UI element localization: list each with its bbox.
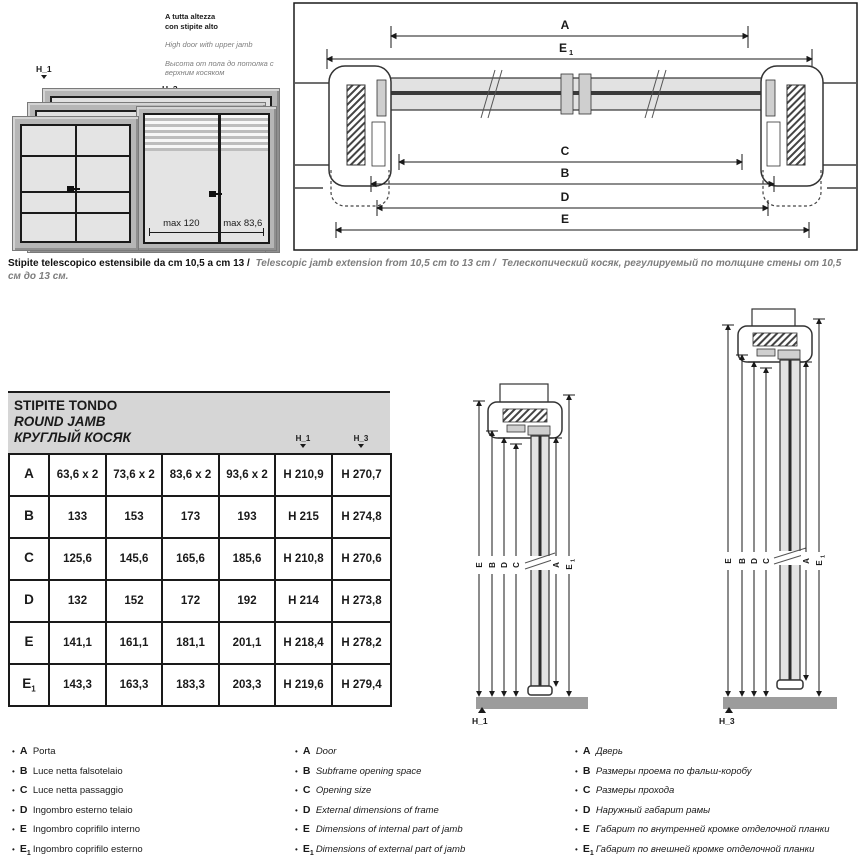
table-cell: 173 <box>162 496 219 538</box>
dim-line-D <box>377 190 768 216</box>
svg-text:B: B <box>738 558 747 564</box>
legend-item: • $E_1$ Dimensions of external part of jamb <box>295 842 466 858</box>
svg-text:E: E <box>565 564 574 570</box>
svg-text:E: E <box>815 560 824 566</box>
row-label: $E_1$ <box>9 664 49 706</box>
door-h3-illustration <box>136 106 277 251</box>
table-title-en: ROUND JAMB <box>14 414 106 429</box>
dim-line-A <box>391 18 748 48</box>
svg-text:A: A <box>552 562 561 568</box>
legend-item: • A Porta <box>12 745 56 757</box>
table-cell: 125,6 <box>49 538 106 580</box>
table-cell: 203,3 <box>219 664 275 706</box>
table-row <box>9 496 391 538</box>
svg-text:D: D <box>500 562 509 568</box>
svg-text:C: C <box>560 144 570 158</box>
table-cell: H 274,8 <box>332 496 391 538</box>
door-handle-icon <box>67 186 74 192</box>
floor <box>723 697 837 709</box>
table-cell: 183,3 <box>162 664 219 706</box>
svg-text:1: 1 <box>570 558 577 562</box>
table-cell: 145,6 <box>106 538 162 580</box>
vertical-dim-labels <box>723 552 827 570</box>
legend-item: • A Дверь <box>575 745 623 757</box>
table-cell: 132 <box>49 580 106 622</box>
table-cell: H 215 <box>275 496 332 538</box>
table-cell: H 210,9 <box>275 454 332 496</box>
table-title-ru: КРУГЛЫЙ КОСЯК <box>14 430 131 445</box>
table-cell: H 279,4 <box>332 664 391 706</box>
svg-text:A: A <box>802 558 811 564</box>
dim-line-B <box>371 166 774 192</box>
vertical-dim-labels <box>474 556 577 574</box>
floor-label-h1: H_1 <box>472 716 488 726</box>
table-cell: H 278,2 <box>332 622 391 664</box>
row-label: D <box>9 580 49 622</box>
caption-it: Stipite telescopico estensibile da cm 10,5 a cm 13 / <box>8 258 250 269</box>
legend-item: • E Ingombro coprifilo interno <box>12 823 141 836</box>
row-label: B <box>9 496 49 538</box>
row-label: A <box>9 454 49 496</box>
table-cell: 185,6 <box>219 538 275 580</box>
table-cell: 141,1 <box>49 622 106 664</box>
legend-item: • B Subframe opening space <box>295 764 422 777</box>
max-width-label-left: max 120 <box>163 218 200 229</box>
table-row <box>9 622 391 664</box>
legend-item: • D Ingombro esterno telaio <box>12 803 133 816</box>
illustration-title-ru: Высота от пола до потолка с верхним косяком <box>165 58 274 77</box>
svg-text:B: B <box>560 166 570 180</box>
dim-line-C <box>399 144 742 170</box>
vertical-section-h3 <box>700 303 850 733</box>
table-cell: H 270,7 <box>332 454 391 496</box>
legend-item: • B Luce netta falsotelaio <box>12 764 123 777</box>
table-cell: 181,1 <box>162 622 219 664</box>
table-cell: H 210,8 <box>275 538 332 580</box>
table-cell: 193 <box>219 496 275 538</box>
vertical-section-h1 <box>455 305 605 730</box>
dim-line-E <box>336 212 809 238</box>
vertical-dim-lines <box>473 395 575 696</box>
door-panels-section <box>389 70 763 118</box>
table-cell: 63,6 x 2 <box>49 454 106 496</box>
down-triangle-icon <box>41 75 47 79</box>
legend-item: • $E_1$ Габарит по внешней кромке отделочной планки <box>575 842 815 858</box>
dim-line-E1 <box>327 41 812 69</box>
table-cell: 83,6 x 2 <box>162 454 219 496</box>
down-triangle-icon <box>358 444 364 448</box>
table-row <box>9 454 391 496</box>
legend-item: • C Размеры прохода <box>575 784 675 797</box>
svg-text:E: E <box>475 562 484 568</box>
table-cell: 133 <box>49 496 106 538</box>
table-cell: 172 <box>162 580 219 622</box>
svg-text:1: 1 <box>569 48 574 57</box>
svg-text:C: C <box>512 562 521 568</box>
width-dimension-line <box>149 232 264 233</box>
table-title-it: STIPITE TONDO <box>14 398 118 413</box>
floor <box>476 697 588 709</box>
table-cell: H 219,6 <box>275 664 332 706</box>
door-h1-illustration <box>12 116 139 251</box>
table-cell: 143,3 <box>49 664 106 706</box>
legend-italian <box>12 746 284 864</box>
caption-ru: Телескопический косяк, регулируемый по толщине стены от 10,5 см до 13 см. <box>8 258 842 282</box>
table-row <box>9 580 391 622</box>
table-cell: 163,3 <box>106 664 162 706</box>
upper-frame-assembly <box>738 309 812 362</box>
svg-text:B: B <box>488 562 497 568</box>
table-cell: 153 <box>106 496 162 538</box>
legend-item: • $E_1$ Ingombro coprifilo esterno <box>12 842 143 858</box>
svg-text:C: C <box>762 558 771 564</box>
legend-english <box>295 746 567 864</box>
svg-text:E: E <box>560 212 570 226</box>
table-cell: H 273,8 <box>332 580 391 622</box>
door-panel-vertical <box>525 436 555 695</box>
table-row <box>9 538 391 580</box>
legend-item: • E Габарит по внутренней кромке отделочной планки <box>575 823 830 836</box>
svg-text:E: E <box>558 41 568 55</box>
svg-text:E: E <box>724 558 733 564</box>
illustration-title-it: A tutta altezza con stipite alto <box>165 12 218 31</box>
svg-text:1: 1 <box>820 554 827 558</box>
legend-item: • E Dimensions of internal part of jamb <box>295 823 463 836</box>
table-cell: 161,1 <box>106 622 162 664</box>
illustration-caption <box>165 12 295 78</box>
table-cell: H 214 <box>275 580 332 622</box>
row-label: C <box>9 538 49 580</box>
table-cell: 165,6 <box>162 538 219 580</box>
svg-text:D: D <box>750 558 759 564</box>
right-jamb-section <box>761 66 823 206</box>
legend-item: • B Размеры проема по фальш-коробу <box>575 764 752 777</box>
illustration-title-en: High door with upper jamb <box>165 40 253 49</box>
table-cell: 152 <box>106 580 162 622</box>
column-header-h1: H_1 <box>286 434 320 448</box>
legend-item: • C Opening size <box>295 784 372 797</box>
door-handle-icon <box>209 191 216 197</box>
door-panel-vertical <box>774 360 806 689</box>
table-cell: H 270,6 <box>332 538 391 580</box>
svg-text:A: A <box>560 18 570 32</box>
table-cell: H 218,4 <box>275 622 332 664</box>
spec-table <box>8 453 392 707</box>
vertical-dim-lines <box>722 319 825 696</box>
legend-item: • C Luce netta passaggio <box>12 784 124 797</box>
floor-label-h3: H_3 <box>719 716 735 726</box>
max-width-label-right: max 83,6 <box>223 218 263 229</box>
row-label: E <box>9 622 49 664</box>
horizontal-section-diagram <box>293 2 859 252</box>
down-triangle-icon <box>300 444 306 448</box>
table-header <box>8 391 390 453</box>
legend-item: • A Door <box>295 745 337 757</box>
h1-marker: H_1 <box>36 64 52 79</box>
legend-russian <box>575 746 855 864</box>
table-cell: 93,6 x 2 <box>219 454 275 496</box>
caption-en: Telescopic jamb extension from 10,5 cm to 13 cm / <box>255 258 496 269</box>
legend-item: • D Наружный габарит рамы <box>575 803 711 816</box>
table-cell: 192 <box>219 580 275 622</box>
dimension-table <box>8 391 390 707</box>
telescopic-jamb-caption <box>8 257 853 283</box>
upper-jamb-stripes <box>145 115 268 151</box>
table-cell: 201,1 <box>219 622 275 664</box>
column-header-h3: H_3 <box>344 434 378 448</box>
table-cell: 73,6 x 2 <box>106 454 162 496</box>
table-row <box>9 664 391 706</box>
left-jamb-section <box>329 66 391 206</box>
svg-text:D: D <box>560 190 570 204</box>
upper-frame-assembly <box>488 384 562 438</box>
legend-item: • D External dimensions of frame <box>295 803 439 816</box>
